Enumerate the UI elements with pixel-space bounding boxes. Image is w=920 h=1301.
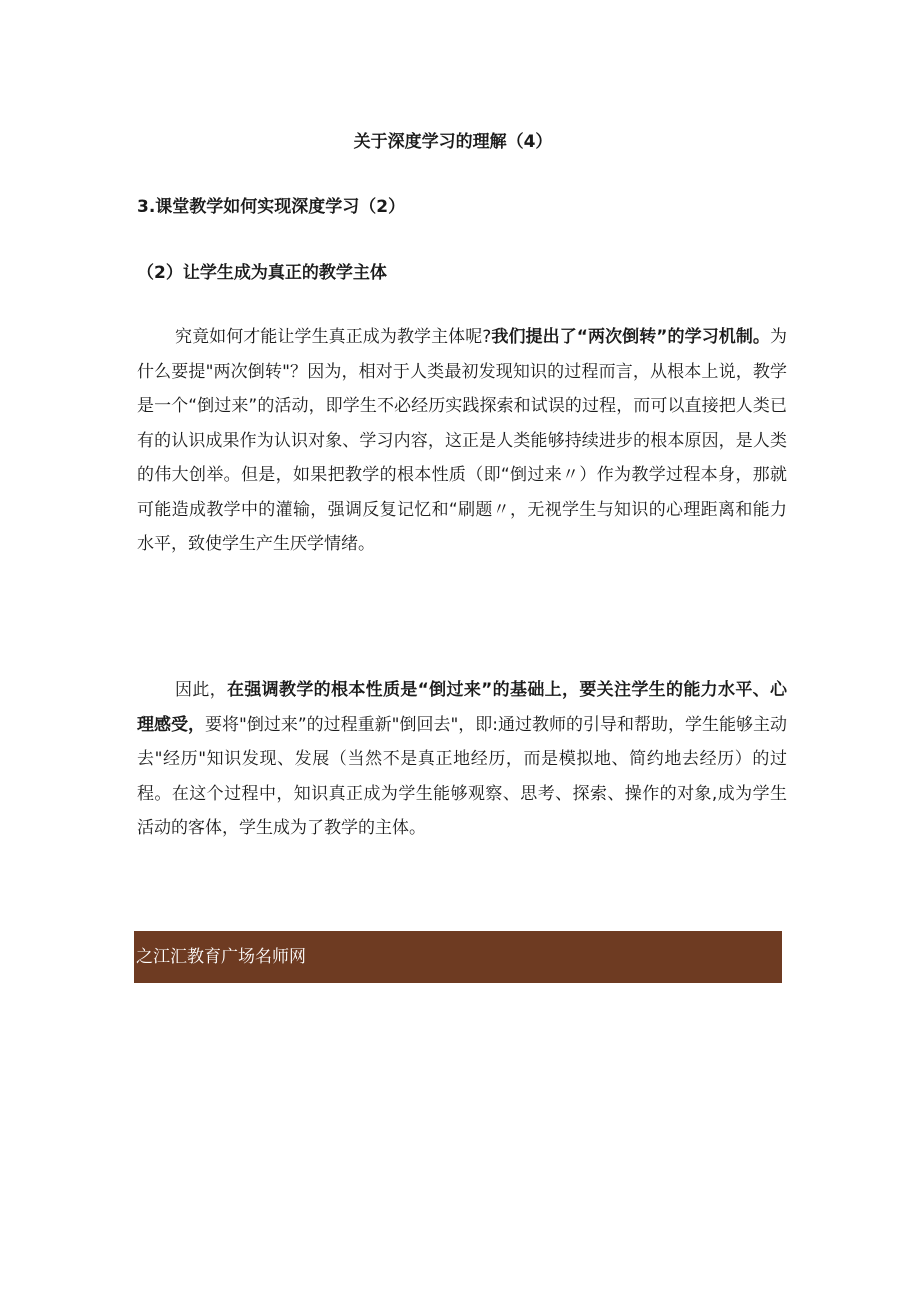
- section-heading: 3.课堂教学如何实现深度学习（2）: [137, 197, 406, 217]
- paragraph-2-bold-1: 在强调教学的根本性质是“倒过来”的基础上，要关注学生的能力水平、心理感受，: [137, 680, 787, 735]
- paragraph-1-text-1: 究竟如何才能让学生真正成为教学主体呢?: [175, 327, 492, 347]
- paragraph-1-text-2: 为什么要提"两次倒转"？因为，相对于人类最初发现知识的过程而言，从根本上说，教学是一个“倒过来”的活动，即学生不必经历实践探索和试误的过程，而可以直接把人类已有的认识成果作为认识对象、学习内容，这正是人类能够持续进步的根本原因，是人类的伟大创举。但是，如果把教学的根本性质（即“倒过来〃）作为教学过程本身，那就可能造成教学中的灌输，强调反复记忆和“刷题〃，无视学生与知识的心理距离和能力水平，致使学生产生厌学情绪。: [137, 327, 787, 554]
- paragraph-1: [137, 320, 787, 562]
- paragraph-1-bold-1: 我们提出了“两次倒转”的学习机制。: [491, 327, 770, 347]
- paragraph-2-text-2: 要将"倒过来”的过程重新"倒回去"，即:通过教师的引导和帮助，学生能够主动去"经历"知识发现、发展（当然不是真正地经历，而是模拟地、简约地去经历）的过程。在这个过程中，知识真正成为学生能够观察、思考、探索、操作的对象,成为学生活动的客体，学生成为了教学的主体。: [137, 714, 787, 838]
- paragraph-2-text-1: 因此，: [175, 680, 227, 700]
- paragraph-2: [137, 673, 787, 846]
- sub-heading: （2）让学生成为真正的教学主体: [137, 263, 387, 283]
- document-title: 关于深度学习的理解（4）: [353, 132, 553, 152]
- source-banner: 之江汇教育广场名师网: [134, 931, 782, 983]
